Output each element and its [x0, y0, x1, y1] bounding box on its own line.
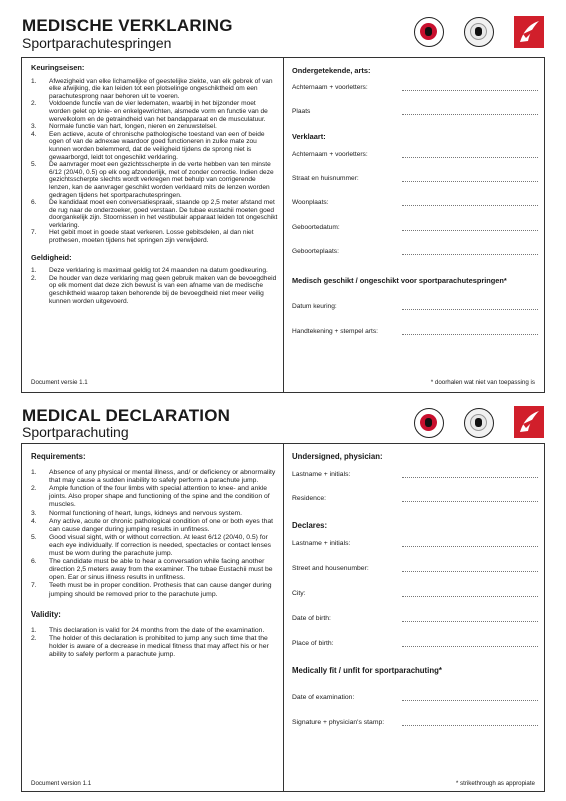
page-title: MEDICAL DECLARATION: [22, 406, 231, 425]
signed-heading: Ondergetekende, arts:: [292, 66, 371, 75]
validity-list: [31, 267, 278, 305]
list-item: 6. De kandidaat moet een conversatiespraak, staande op 2,5 meter afstand met de rug naar de onderzoeker, goed verstaan. De tubae eustachii moeten goed doorgankelijk zijn. Stoornissen in het vestibulair apparaat leiden tot ongeschikt verklaring.: [31, 199, 278, 229]
list-item: 5. Good visual sight, with or without correction. At least 6/12 (20/40, 0.5) for each eye individually. If correction is needed, spectacles or contact lenses must be worn during the parachute jump.: [31, 533, 272, 558]
declares-heading: Verklaart:: [292, 132, 326, 141]
list-item: 1. Deze verklaring is maximaal geldig tot 24 maanden na datum goedkeuring.: [31, 267, 268, 275]
brand-logo: [514, 406, 544, 438]
list-item: 1. This declaration is valid for 24 months from the date of the examination.: [31, 626, 265, 634]
parachute-association-seal-logo: [464, 17, 494, 47]
list-item: 2. Ample function of the four limbs with special attention to knee- and ankle joints. Also proper shape and functioning of the spine and the condition of muscles.: [31, 485, 270, 509]
validity-heading: Geldigheid:: [31, 252, 72, 262]
page-subtitle: Sportparachutespringen: [22, 35, 172, 51]
parachute-federation-seal-logo: [414, 17, 444, 47]
list-item: 2. Voldoende functie van de vier ledematen, waarbij in het bijzonder moet worden gelet op knie- en enkelgewrichten, alsmede vorm en functie van de wervelkolom en de getraindheid van het bandapparaat en de musculatuur.: [31, 100, 268, 123]
fitness-heading: Medically fit / unfit for sportparachuting*: [292, 666, 442, 675]
parachute-federation-seal-logo: [414, 408, 444, 438]
parachute-association-seal-logo: [464, 408, 494, 438]
list-item: 2. The holder of this declaration is prohibited to jump any such time that the holder is aware of a decrease in medical fitness that may affect his or her ability to safely perform a parachute jump.: [31, 634, 269, 658]
list-item: 3. Normale functie van hart, longen, nieren en zenuwstelsel.: [31, 123, 217, 131]
list-item: 7. Het gebit moet in goede staat verkeren. Losse gebitsdelen, al dan niet prothesen, moeten tijdens het springen zijn verwijderd.: [31, 229, 254, 245]
requirements-panel: [31, 453, 278, 659]
signed-heading: Undersigned, physician:: [292, 452, 383, 461]
form-box: Requirements: 1. Absence of any physical or mental illness, and/ or deficiency or abnormality that may cause a sudden inability to safely perform a parachute jump. 2. Ample function of the four limbs with special attention to knee- and ankle joints. Also proper shape and functioning of the spine and the condition of muscles. 3. Normal functioning of heart, lungs, kidneys and nervous system. 4. Any active, acute or chronic pathological condition of one or both eyes that can cause danger during jumping results in unfitness. 5. Good visual sight, with or without correction. At least 6/12 (20/40, 0.5) for each eye individually. If correction is needed, spectacles or contact lenses must be worn during the parachute jump. 6. The candidate must be able to hear a conversation while facing another direction 2,5 meters away from the examiner. The tubae Eustachii must be open. Ear or sinus illness results in unfitness. 7. Teeth must be in proper condition. Prothesis that can cause danger during jumping should be removed prior to the parachute jump. Validity: 1. This declaration is valid for 24 months from the date of the examination. 2. The holder of this declaration is prohibited to jump any such time that the holder is aware of a decrease in medical fitness that may affect his or her ability to safely perform a parachute jump. Document version 1.1 Undersigned, physician: Lastname + initials: Residence: Declares: Lastname + initials: Street and housenumber: City: Date of birth: Place of birth: Medically fit / unfit for sportparachuting* Date of examination: Signature + physician's stamp: * strikethrough as appropiate: [21, 443, 545, 792]
column-divider: [283, 444, 284, 791]
requirements-list: [31, 78, 278, 245]
declaration-dutch: [0, 0, 566, 400]
list-item: 4. Any active, acute or chronic pathological condition of one or both eyes that can cause danger during jumping results in unfitness.: [31, 517, 274, 533]
column-divider: [283, 58, 284, 392]
footnote: * doorhalen wat niet van toepassing is: [430, 379, 535, 386]
footnote: * strikethrough as appropiate: [455, 780, 535, 787]
list-item: 2. De houder van deze verklaring mag geen gebruik maken van de bevoegdheid op elk moment dat deze zich bewust is van een afname van de medische geschiktheid waarop taken behorende bij de bevoegdheid niet meer veilig kunnen worden uitgevoerd.: [31, 274, 277, 305]
list-item: 3. Normal functioning of heart, lungs, kidneys and nervous system.: [31, 509, 243, 517]
requirements-heading: Requirements:: [31, 452, 86, 461]
requirements-panel: [31, 64, 278, 305]
validity-heading: Validity:: [31, 609, 61, 619]
list-item: 6. The candidate must be able to hear a conversation while facing another direction 2,5 meters away from the examiner. The tubae Eustachii must be open. Ear or sinus illness results in unfitness.: [31, 558, 273, 582]
list-item: 4. Een actieve, acute of chronische pathologische toestand van een of beide ogen of van de adnexae waardoor goed functioneren in zulke mate zou kunnen worden belemmerd, dat de veiligheid tijdens de sprong niet is gewaarborgd, leidt tot ongeschikt verklaring.: [31, 130, 265, 161]
list-item: 5. De aanvrager moet een gezichtsscherpte in de verte hebben van ten minste 6/12 (20/40, 0.5) op elk oog afzonderlijk, met of zonder correctie. Indien deze gezichtsscherpte slechts wordt verkregen met behulp van corrigerende lenzen, kan de aanvrager geschikt worden verklaard mits de lenzen worden gedragen tijdens het sportparachutespringen.: [31, 161, 274, 199]
fitness-heading: Medisch geschikt / ongeschikt voor sportparachutespringen*: [292, 276, 507, 285]
page-subtitle: Sportparachuting: [22, 424, 129, 440]
validity-list: [31, 627, 278, 659]
document-version: Document version 1.1: [31, 780, 92, 787]
list-item: 7. Teeth must be in proper condition. Prothesis that can cause danger during jumping should be removed prior to the parachute jump.: [31, 582, 272, 598]
document-version: Document versie 1.1: [31, 379, 88, 386]
requirements-list: [31, 469, 278, 599]
page-title: MEDISCHE VERKLARING: [22, 16, 233, 35]
requirements-heading: Keuringseisen:: [31, 63, 85, 72]
declares-heading: Declares:: [292, 521, 328, 530]
list-item: 1. Absence of any physical or mental illness, and/ or deficiency or abnormality that may cause a sudden inability to safely perform a parachute jump.: [31, 469, 276, 485]
list-item: 1. Afwezigheid van elke lichamelijke of geestelijke ziekte, van elk gebrek of van elke afwijking, die kan leiden tot een plotselinge ongeschiktheid om een parachutesprong naar behoren uit te voeren.: [31, 77, 273, 100]
form-box: Keuringseisen: 1. Afwezigheid van elke lichamelijke of geestelijke ziekte, van elk gebrek of van elke afwijking, die kan leiden tot een plotselinge ongeschiktheid om een parachutesprong naar behoren uit te voeren. 2. Voldoende functie van de vier ledematen, waarbij in het bijzonder moet worden gelet op knie- en enkelgewrichten, alsmede vorm en functie van de wervelkolom en de getraindheid van het bandapparaat en de musculatuur. 3. Normale functie van hart, longen, nieren en zenuwstelsel. 4. Een actieve, acute of chronische pathologische toestand van een of beide ogen of van de adnexae waardoor goed functioneren in zulke mate zou kunnen worden belemmerd, dat de veiligheid tijdens de sprong niet is gewaarborgd, leidt tot ongeschikt verklaring. 5. De aanvrager moet een gezichtsscherpte in de verte hebben van ten minste 6/12 (20/40, 0.5) op elk oog afzonderlijk, met of zonder correctie. Indien deze gezichtsscherpte slechts wordt verkregen met behulp van corrigerende lenzen, kan de aanvrager geschikt worden verklaard mits de lenzen worden gedragen tijdens het sportparachutespringen. 6. De kandidaat moet een conversatiespraak, staande op 2,5 meter afstand met de rug naar de onderzoeker, goed verstaan. De tubae eustachii moeten goed doorgankelijk zijn. Stoornissen in het vestibulair apparaat leiden tot ongeschikt verklaring. 7. Het gebit moet in goede staat verkeren. Losse gebitsdelen, al dan niet prothesen, moeten tijdens het springen zijn verwijderd. Geldigheid: 1. Deze verklaring is maximaal geldig tot 24 maanden na datum goedkeuring. 2. De houder van deze verklaring mag geen gebruik maken van de bevoegdheid op elk moment dat deze zich bewust is van een afname van de medische geschiktheid waarop taken behorende bij de bevoegdheid niet meer veilig kunnen worden uitgevoerd. Document versie 1.1 Ondergetekende, arts: Achternaam + voorletters: Plaats Verklaart: Achternaam + voorletters: Straat en huisnummer: Woonplaats: Geboortedatum: Geboorteplaats: Medisch geschikt / ongeschikt voor sportparachutespringen* Datum keuring: Handtekening + stempel arts: * doorhalen wat niet van toepassing is: [21, 57, 545, 393]
brand-logo: [514, 16, 544, 48]
declaration-english: [0, 400, 566, 801]
